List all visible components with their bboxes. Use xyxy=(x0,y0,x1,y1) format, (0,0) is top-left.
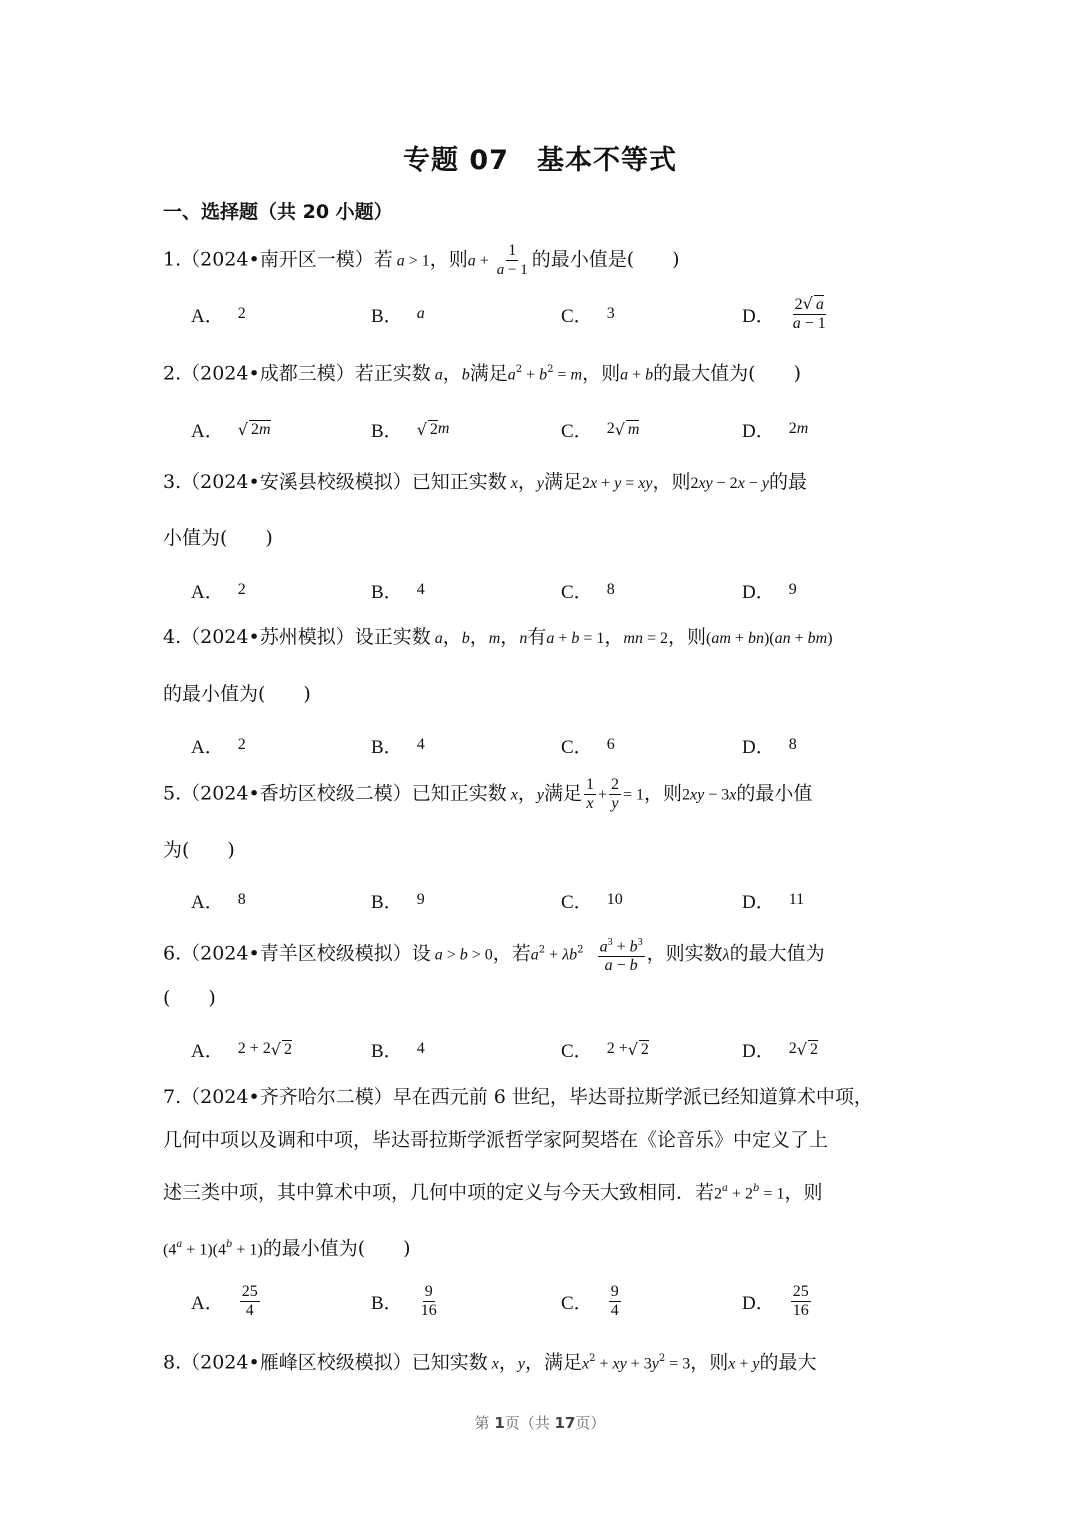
question-5-cont: 为( ) xyxy=(163,839,235,861)
question-4: 4.（2024•苏州模拟）设正实数 a，b，m，n有a + b = 1，mn = 2，则(am + bn)(an + bm) xyxy=(163,626,833,648)
question-3: 3.（2024•安溪县校级模拟）已知正实数 x，y满足2x + y = xy，则2xy − 2x − y的最 xyxy=(163,471,807,493)
question-5: 5.（2024•香坊区校级二模）已知正实数 x，y满足 $\frac{1}{x}$ + $\frac{2}{y}$ = 1，则2xy − 3x的最小值 xyxy=(163,776,813,812)
page-footer: 第 1页（共 17页） xyxy=(474,1414,606,1432)
options-2: A． √ 2m B． √ 2 m C． 2 √ m D． 2 m xyxy=(191,419,809,442)
page-title: 专题 07 基本不等式 xyxy=(403,145,677,176)
question-7-line-3: 述三类中项，其中算术中项，几何中项的定义与今天大致相同．若$2^a + 2^b = 1$，则 xyxy=(163,1181,823,1204)
options-7: A． $\frac{25}{4}$ B． $\frac{9}{16}$ C． $\frac{9}{4}$ D． $\frac{25}{16}$ xyxy=(191,1282,809,1319)
question-2: 2.（2024•成都三模）若正实数 a，b满足$a^2 + b^2 = m$，则a + b的最大值为( ) xyxy=(163,362,801,385)
question-7-line-1: 7.（2024•齐齐哈尔二模）早在西元前 6 世纪，毕达哥拉斯学派已经知道算术中项， xyxy=(163,1086,873,1108)
options-5: A． 8 B． 9 C． 10 D． 11 xyxy=(191,891,805,913)
options-6: A． 2 + 2 √ 2 B． 4 C． 2 + √ 2 D． 2 √ 2 xyxy=(191,1039,818,1062)
options-4: A． 2 B． 4 C． 6 D． 8 xyxy=(191,736,797,758)
question-7-line-2: 几何中项以及调和中项，毕达哥拉斯学派哲学家阿契塔在《论音乐》中定义了上 xyxy=(163,1129,829,1151)
question-3-cont: 小值为( ) xyxy=(163,527,273,549)
question-6-cont: ( ) xyxy=(163,987,216,1009)
question-4-cont: 的最小值为( ) xyxy=(163,683,311,705)
options-1: A． 2 B． a C． 3 D． $\frac{2√ a}{a - 1}$ xyxy=(191,294,826,332)
question-8: 8.（2024•雁峰区校级模拟）已知实数 x，y，满足$x^2$ + xy + $3y^2 = 3$，则x + y的最大 xyxy=(163,1351,817,1374)
question-7-line-4: $(4^a + 1)(4^b + 1)$的最小值为( ) xyxy=(163,1237,411,1260)
section-heading: 一、选择题（共 20 小题） xyxy=(163,201,393,223)
question-1: 1.（2024•南开区一模）若 a > 1，则a + $\frac{1}{a - 1}$ 的最小值是( ) xyxy=(163,242,680,278)
question-6: 6.（2024•青羊区校级模拟）设 a > b > 0，若$a^2 + \lambda b^2$ $\frac{a^3 + b^3}{a - b}$ ，则实数λ的最大值为 xyxy=(163,934,923,975)
options-3: A． 2 B． 4 C． 8 D． 9 xyxy=(191,581,797,603)
